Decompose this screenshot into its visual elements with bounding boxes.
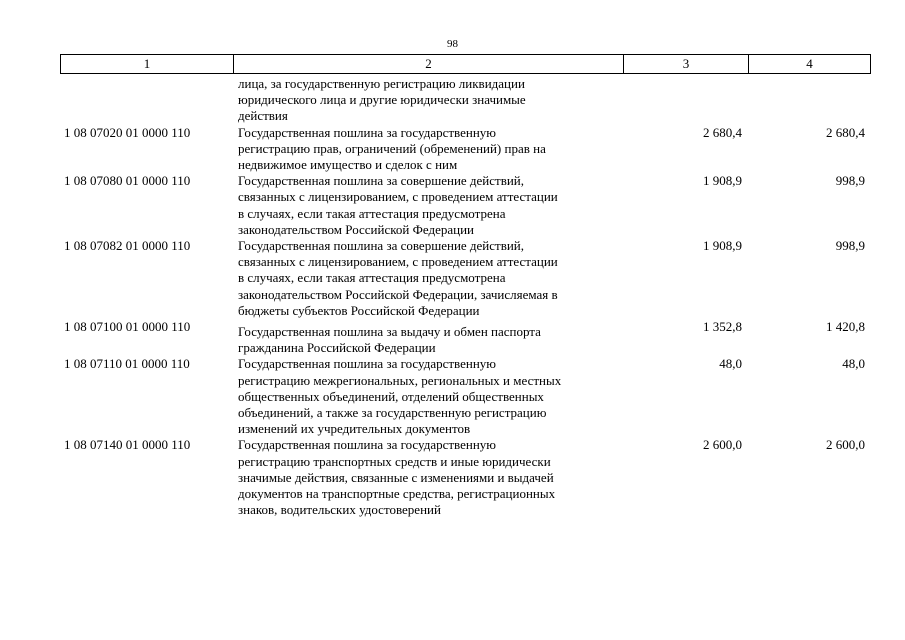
row-code: 1 08 07110 01 0000 110 xyxy=(64,356,190,372)
row-value-col4: 2 680,4 xyxy=(826,124,865,140)
row-name-line: в случаях, если такая аттестация предусмотрена xyxy=(238,270,506,286)
table-row xyxy=(60,125,871,174)
row-name xyxy=(233,319,623,356)
row-name-line: знаков, водительских удостоверений xyxy=(238,502,441,518)
row-name-line: Государственная пошлина за государственную xyxy=(238,437,497,453)
row-name-line: связанных с лицензированием, с проведением аттестации xyxy=(238,254,558,270)
table-row xyxy=(60,356,871,437)
row-name-line: лица, за государственную регистрацию ликвидации xyxy=(238,76,525,91)
row-code: 1 08 07140 01 0000 110 xyxy=(64,437,191,453)
row-name-line: действия xyxy=(238,108,288,124)
row-name-line: общественных объединений, отделений общественных xyxy=(238,388,544,404)
row-name xyxy=(233,173,623,238)
row-name-line: документов на транспортные средства, регистрационных xyxy=(238,486,556,502)
row-name-line: гражданина Российской Федерации xyxy=(238,340,436,356)
row-name xyxy=(233,76,623,125)
header-col-1: 1 xyxy=(61,55,234,73)
table-header xyxy=(60,54,871,74)
table-row xyxy=(60,437,871,518)
table-row xyxy=(60,173,871,238)
row-name-line: бюджеты субъектов Российской Федерации xyxy=(238,302,480,318)
table-row xyxy=(60,238,871,319)
table-row xyxy=(60,76,871,125)
row-name-line: регистрацию прав, ограничений (обременений) прав на xyxy=(238,140,546,156)
row-value-col4: 1 420,8 xyxy=(826,319,865,335)
row-value-col3: 1 908,9 xyxy=(703,238,742,254)
row-name-line: юридического лица и другие юридически значимые xyxy=(238,92,526,108)
header-col-2: 2 xyxy=(234,55,624,73)
row-value-col4: 998,9 xyxy=(835,173,865,189)
row-name-line: Государственная пошлина за совершение действий, xyxy=(238,173,525,189)
row-value-col4: 998,9 xyxy=(835,238,865,254)
page-number: 98 xyxy=(447,38,458,50)
row-name-line: объединений, а также за государственную регистрацию xyxy=(238,405,547,421)
row-value-col3: 2 600,0 xyxy=(703,437,742,453)
row-name-line: регистрацию межрегиональных, региональных и местных xyxy=(238,372,562,388)
row-value-col3: 1 352,8 xyxy=(703,319,742,335)
row-code: 1 08 07020 01 0000 110 xyxy=(64,124,191,140)
row-code: 1 08 07080 01 0000 110 xyxy=(64,173,191,189)
row-name-line: значимые действия, связанные с изменениями и выдачей xyxy=(238,469,554,485)
table-row xyxy=(60,319,871,356)
row-name-line: изменений их учредительных документов xyxy=(238,421,471,437)
row-value-col4: 2 600,0 xyxy=(826,437,865,453)
row-value-col3: 1 908,9 xyxy=(703,173,742,189)
row-name xyxy=(233,356,623,437)
row-name-line: законодательством Российской Федерации, зачисляемая в xyxy=(238,286,558,302)
header-col-4: 4 xyxy=(806,56,813,71)
row-code: 1 08 07082 01 0000 110 xyxy=(64,238,191,254)
header-col-3: 3 xyxy=(624,55,749,73)
table-body xyxy=(60,76,871,518)
row-name-line: регистрацию транспортных средств и иные юридически xyxy=(238,453,551,469)
row-value-col4: 48,0 xyxy=(842,356,865,372)
row-name xyxy=(233,125,623,174)
row-name-line: связанных с лицензированием, с проведением аттестации xyxy=(238,189,558,205)
row-name xyxy=(233,238,623,319)
row-value-col3: 48,0 xyxy=(719,356,742,372)
row-name-line: Государственная пошлина за государственную xyxy=(238,124,497,140)
row-code: 1 08 07100 01 0000 110 xyxy=(64,319,191,335)
row-value-col3: 2 680,4 xyxy=(703,124,742,140)
row-name-line: законодательством Российской Федерации xyxy=(238,221,474,237)
row-name-line: Государственная пошлина за совершение действий, xyxy=(238,238,525,254)
row-name-line: Государственная пошлина за государственную xyxy=(238,356,497,372)
row-name xyxy=(233,437,623,518)
row-name-line: Государственная пошлина за выдачу и обмен паспорта xyxy=(238,324,541,340)
row-name-line: в случаях, если такая аттестация предусмотрена xyxy=(238,205,506,221)
row-name-line: недвижимое имущество и сделок с ним xyxy=(238,157,458,173)
